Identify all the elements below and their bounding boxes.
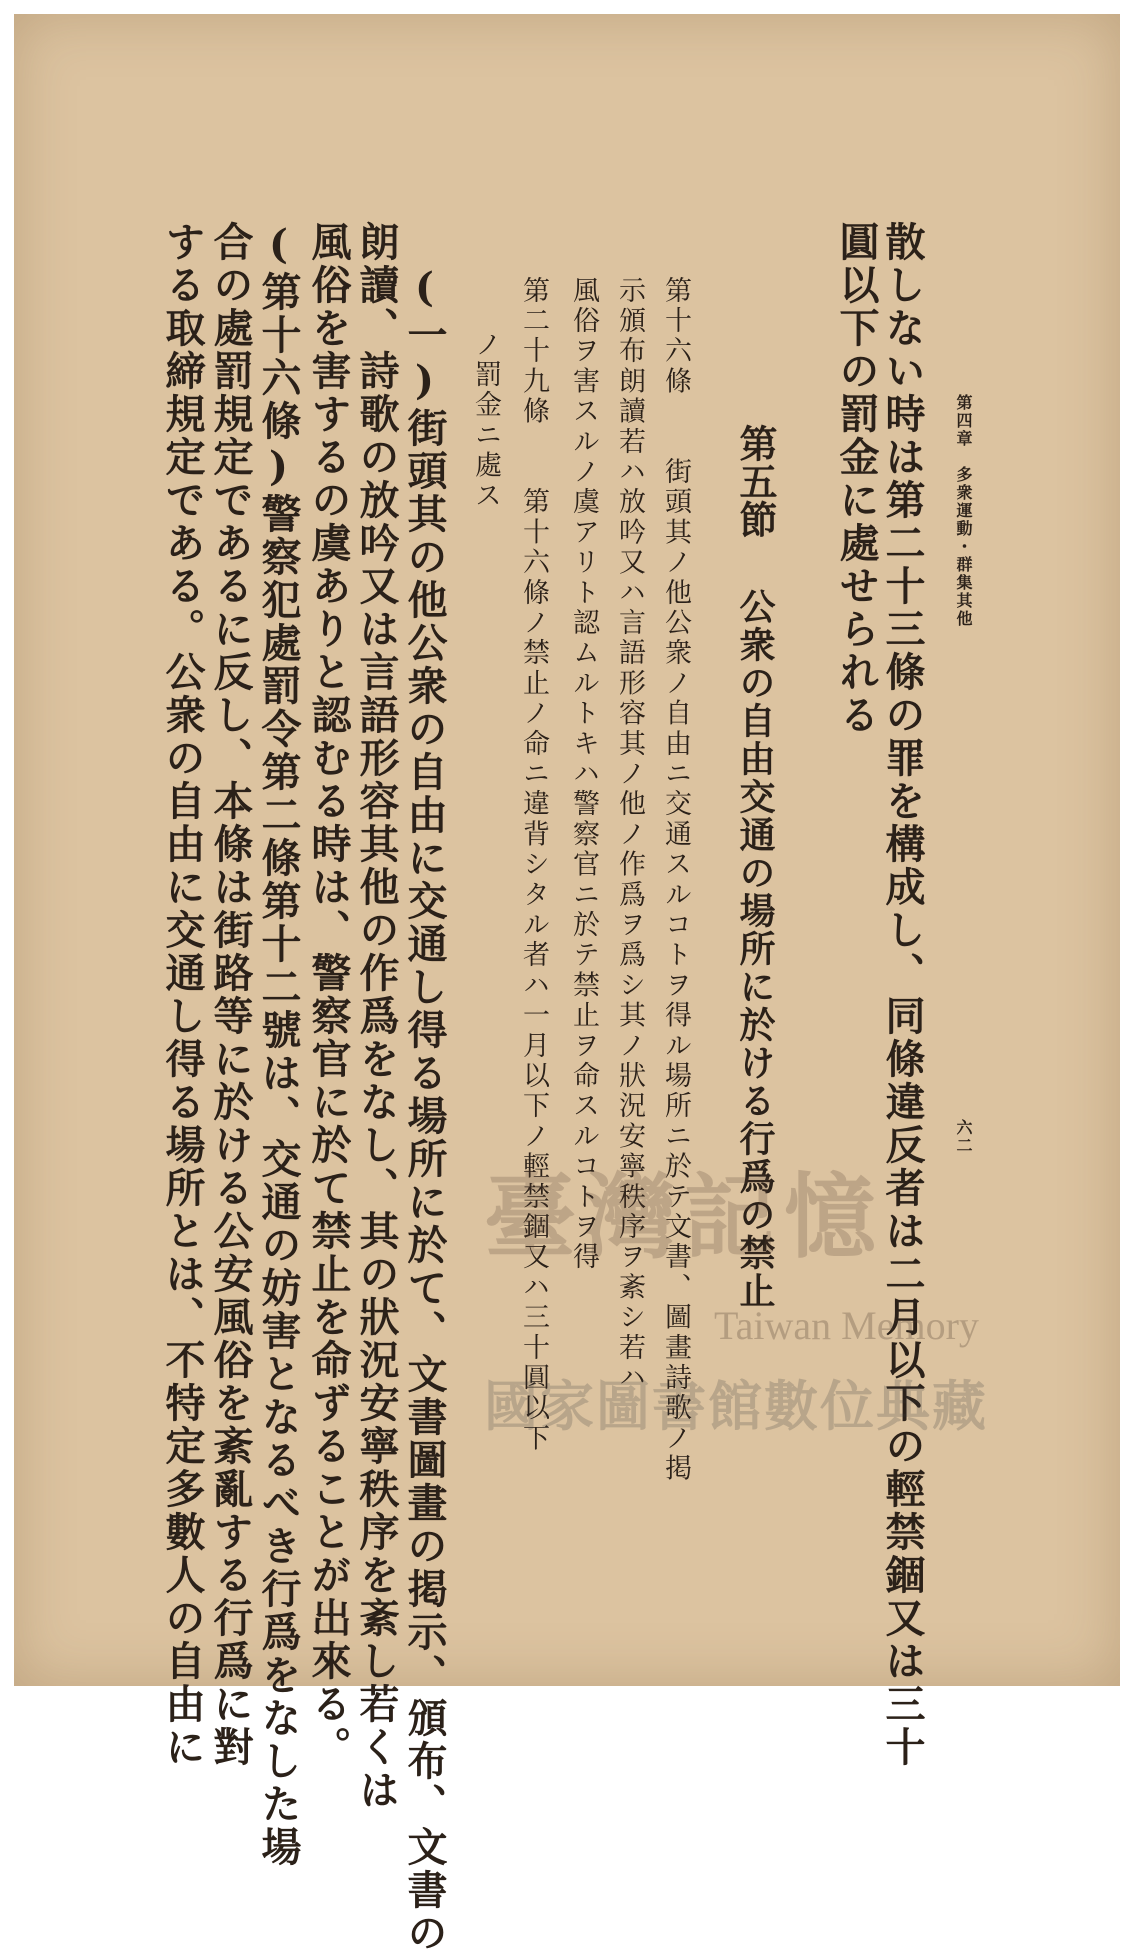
taiwan-memory-watermark-script: 臺灣記憶 — [484, 1163, 885, 1271]
commentary-line-3: 風俗を害するの虞ありと認むる時は、警察官に於て禁止を命ずることが出來る。 — [305, 221, 352, 1769]
taiwan-memory-watermark-english: Taiwan Memory — [714, 1303, 979, 1348]
commentary-line-2: 朗讀、詩歌の放吟又は言語形容其他の作爲をなし、其の狀況安寧秩序を紊し若くは — [353, 221, 400, 1812]
article-16-line-2: 示頒布朗讀若ハ放吟又ハ言語形容其ノ他ノ作爲ヲ爲シ其ノ狀況安寧秩序ヲ紊シ若ハ — [614, 276, 645, 1394]
article-29-line-2: ノ罰金ニ處ス — [470, 330, 501, 512]
commentary-line-6: する取締規定である。公衆の自由に交通し得る場所とは、不特定多數人の自由に — [159, 221, 206, 1769]
text-line-2: 圓以下の罰金に處せられる — [833, 221, 880, 737]
section-heading — [728, 424, 783, 1310]
national-library-watermark: 國家圖書館數位典藏 — [484, 1375, 988, 1438]
section-title: 公衆の自由交通の場所に於ける行爲の禁止 — [734, 588, 776, 1310]
section-number: 第五節 — [733, 424, 778, 538]
commentary-line-1: (一)街頭其の他公衆の自由に交通し得る場所に於て、文書圖畫の掲示、頒布、文書の — [401, 264, 448, 1955]
article-16-line-1: 第十六條 街頭其ノ他公衆ノ自由ニ交通スルコトヲ得ル場所ニ於テ文書、圖畫詩歌ノ掲 — [660, 276, 691, 1484]
commentary-line-5: 合の處罰規定であるに反し、本條は街路等に於ける公安風俗を紊亂する行爲に對 — [207, 221, 254, 1769]
commentary-line-4: (第十六條)警察犯處罰令第二條第十二號は、交通の妨害となるべき行爲をなした場 — [255, 221, 302, 1869]
running-header: 第四章 多衆運動・群集其他 — [954, 394, 973, 628]
scanned-book-page — [14, 14, 1120, 1955]
text-line-1: 散しない時は第二十三條の罪を構成し、同條違反者は二月以下の輕禁錮又は三十 — [879, 221, 926, 1769]
article-16-line-3: 風俗ヲ害スルノ虞アリト認ムルトキハ警察官ニ於テ禁止ヲ命スルコトヲ得 — [568, 276, 599, 1273]
page-number: 六二 — [954, 1119, 973, 1155]
article-29-line-1: 第二十九條 第十六條ノ禁止ノ命ニ違背シタル者ハ一月以下ノ輕禁錮又ハ三十圓以下 — [518, 276, 549, 1454]
